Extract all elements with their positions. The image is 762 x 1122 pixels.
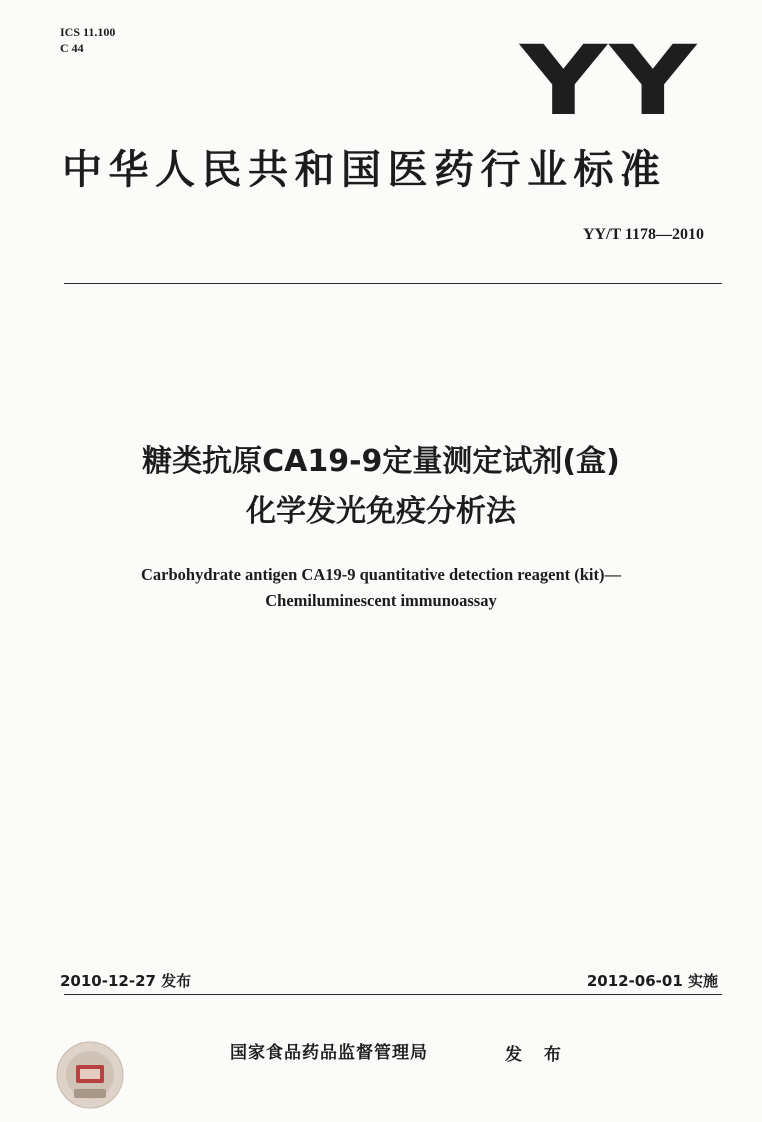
english-title-line-1: Carbohydrate antigen CA19-9 quantitative detection reagent (kit)— — [141, 565, 621, 584]
english-title-line-2: Chemiluminescent immunoassay — [265, 591, 497, 610]
ccs-code: C 44 — [60, 41, 84, 55]
anti-counterfeit-seal-icon — [56, 1041, 124, 1109]
issuing-authority: 国家食品药品监督管理局 — [230, 1043, 428, 1063]
ics-code: ICS 11.100 — [60, 25, 116, 39]
issue-date: 2010-12-27 发布 — [60, 972, 192, 990]
bottom-divider — [64, 994, 722, 995]
standard-title: 中华人民共和国医药行业标准 — [62, 147, 667, 193]
chinese-title-line-2: 化学发光免疫分析法 — [246, 494, 516, 529]
implementation-date: 2012-06-01 实施 — [586, 972, 718, 990]
issue-label: 发 布 — [505, 1045, 569, 1065]
top-divider — [64, 283, 722, 284]
chinese-title-line-1: 糖类抗原CA19-9定量测定试剂(盒) — [142, 444, 620, 479]
yy-logo: YY — [520, 25, 699, 137]
standard-number: YY/T 1178—2010 — [582, 226, 704, 243]
classification-codes — [60, 24, 115, 56]
